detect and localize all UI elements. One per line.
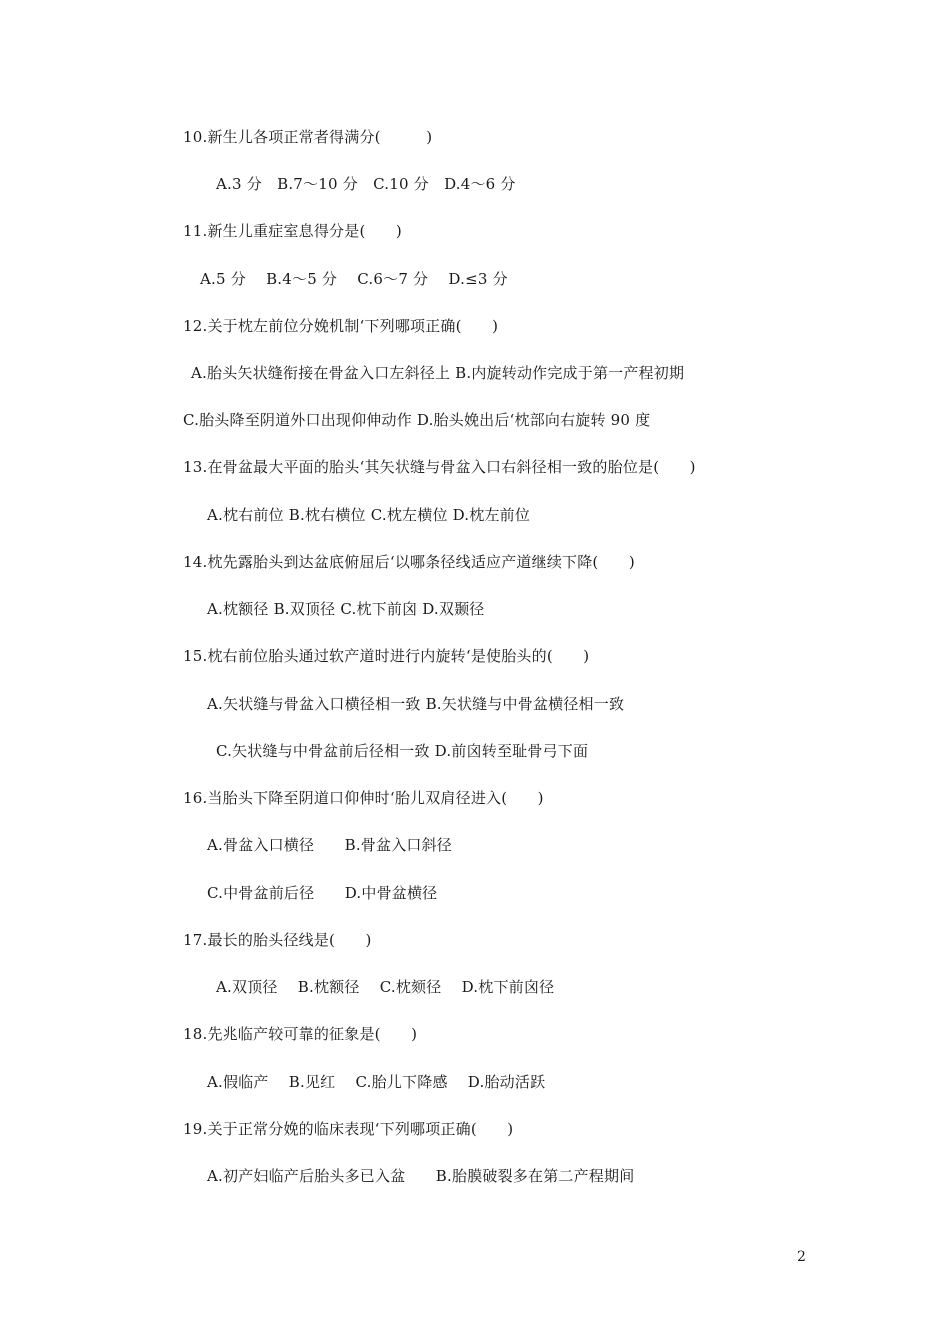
question-15-options-line-1: A.矢状缝与骨盆入口横径相一致 B.矢状缝与中骨盆横径相一致 bbox=[207, 695, 625, 713]
question-10-options: A.3 分 B.7～10 分 C.10 分 D.4～6 分 bbox=[216, 175, 516, 193]
question-19-options: A.初产妇临产后胎头多已入盆 B.胎膜破裂多在第二产程期间 bbox=[207, 1167, 635, 1185]
question-19-stem: 19.关于正常分娩的临床表现‘下列哪项正确( ) bbox=[183, 1120, 514, 1138]
question-16-options-line-2: C.中骨盆前后径 D.中骨盆横径 bbox=[207, 884, 438, 902]
question-12-stem: 12.关于枕左前位分娩机制‘下列哪项正确( ) bbox=[183, 317, 499, 335]
question-15-stem: 15.枕右前位胎头通过软产道时进行内旋转‘是使胎头的( ) bbox=[183, 647, 590, 665]
question-17-stem: 17.最长的胎头径线是( ) bbox=[183, 931, 372, 949]
question-12-options-line-1: A.胎头矢状缝衔接在骨盆入口左斜径上 B.内旋转动作完成于第一产程初期 bbox=[191, 364, 685, 382]
question-18-stem: 18.先兆临产较可靠的征象是( ) bbox=[183, 1025, 418, 1043]
question-16-options-line-1: A.骨盆入口横径 B.骨盆入口斜径 bbox=[207, 836, 452, 854]
question-13-options: A.枕右前位 B.枕右横位 C.枕左横位 D.枕左前位 bbox=[207, 506, 531, 524]
question-14-options: A.枕额径 B.双顶径 C.枕下前囟 D.双颞径 bbox=[207, 600, 485, 618]
question-12-options-line-2: C.胎头降至阴道外口出现仰伸动作 D.胎头娩出后‘枕部向右旋转 90 度 bbox=[183, 411, 651, 429]
question-11-stem: 11.新生儿重症室息得分是( ) bbox=[183, 222, 402, 240]
question-10-stem: 10.新生儿各项正常者得满分( ) bbox=[183, 128, 433, 146]
question-14-stem: 14.枕先露胎头到达盆底俯屈后‘以哪条径线适应产道继续下降( ) bbox=[183, 553, 635, 571]
question-16-stem: 16.当胎头下降至阴道口仰伸时‘胎儿双肩径进入( ) bbox=[183, 789, 544, 807]
question-17-options: A.双顶径 B.枕额径 C.枕颏径 D.枕下前囟径 bbox=[216, 978, 555, 996]
page-number: 2 bbox=[797, 1249, 806, 1265]
question-15-options-line-2: C.矢状缝与中骨盆前后径相一致 D.前囟转至耻骨弓下面 bbox=[216, 742, 589, 760]
question-18-options: A.假临产 B.见红 C.胎儿下降感 D.胎动活跃 bbox=[207, 1073, 546, 1091]
question-13-stem: 13.在骨盆最大平面的胎头‘其矢状缝与骨盆入口右斜径相一致的胎位是( ) bbox=[183, 458, 696, 476]
question-11-options: A.5 分 B.4～5 分 C.6～7 分 D.≤3 分 bbox=[200, 270, 508, 288]
